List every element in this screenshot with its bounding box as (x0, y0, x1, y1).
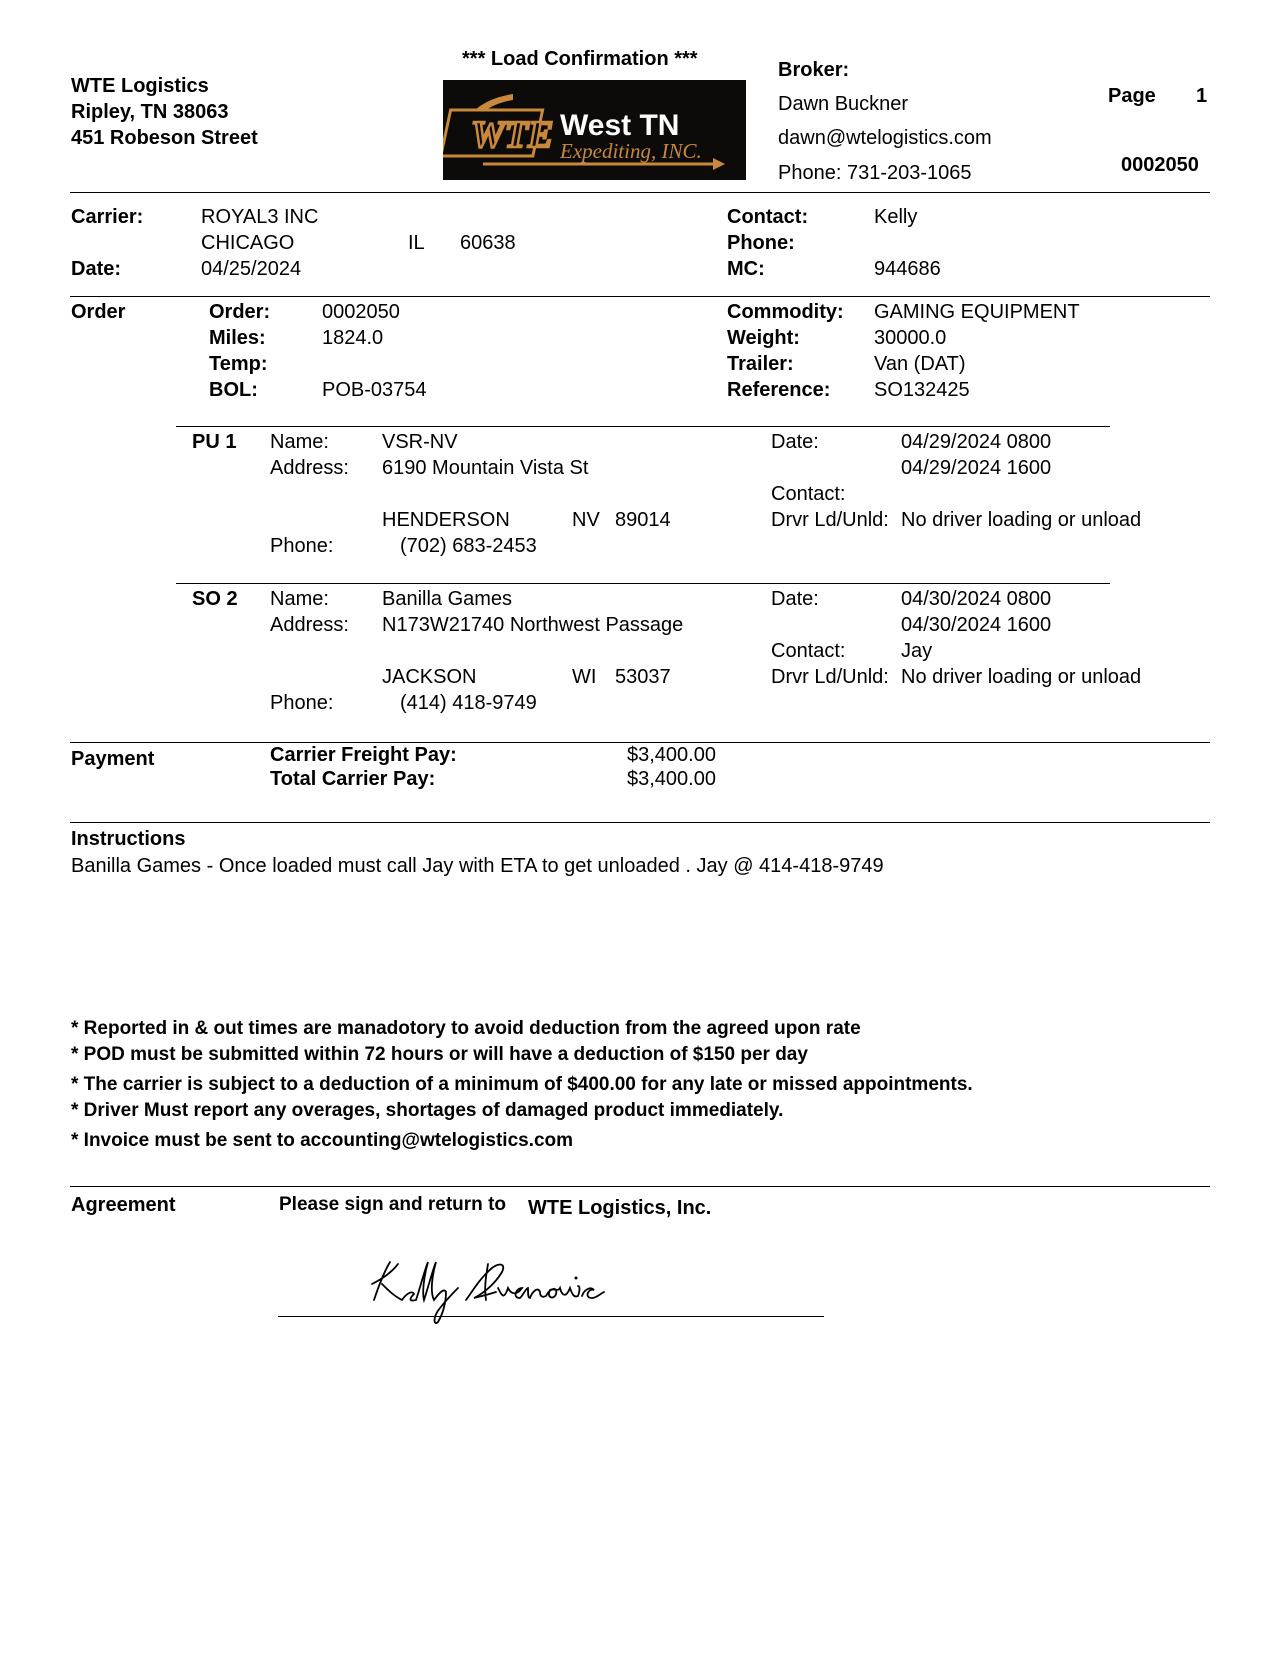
carrier-mc: 944686 (874, 258, 941, 280)
instructions-text: Banilla Games - Once loaded must call Jay with ETA to get unloaded . Jay @ 414-418-9749 (71, 855, 884, 877)
company-logo (443, 80, 746, 180)
divider (176, 426, 1110, 427)
stop-name-label: Name: (270, 431, 329, 453)
carrier-name: ROYAL3 INC (201, 206, 319, 228)
temp-label: Temp: (209, 353, 268, 375)
stop-code: SO 2 (192, 588, 238, 610)
carrier-label: Carrier: (71, 206, 144, 228)
company-street: 451 Robeson Street (71, 127, 258, 149)
bol-label: BOL: (209, 379, 258, 401)
note-item: * The carrier is subject to a deduction of a minimum of $400.00 for any late or missed appointments. (71, 1074, 973, 1095)
order-label: Order: (209, 301, 271, 323)
logo-line1: West TN (560, 109, 680, 142)
signature-line (278, 1316, 824, 1317)
company-city: Ripley, TN 38063 (71, 101, 229, 123)
stop-name-label: Name: (270, 588, 329, 610)
divider (70, 192, 1210, 193)
broker-label: Broker: (778, 59, 850, 81)
weight-label: Weight: (727, 327, 800, 349)
trailer-label: Trailer: (727, 353, 794, 375)
date-label: Date: (71, 258, 122, 280)
stop-date-start: 04/30/2024 0800 (901, 588, 1052, 610)
stop-date-end: 04/30/2024 1600 (901, 614, 1052, 636)
logo-mark: WTE (471, 114, 554, 156)
note-item: * POD must be submitted within 72 hours or will have a deduction of $150 per day (71, 1044, 808, 1065)
miles-label: Miles: (209, 327, 266, 349)
document-number: 0002050 (1121, 154, 1199, 176)
order-bol: POB-03754 (322, 379, 427, 401)
stop-name: Banilla Games (382, 588, 513, 610)
stop-state: NV (572, 509, 600, 531)
stop-driver-label: Drvr Ld/Unld: (771, 509, 889, 531)
stop-driver-info: No driver loading or unload (901, 666, 1142, 688)
carrier-state: IL (408, 232, 425, 254)
stop-phone: (702) 683-2453 (400, 535, 537, 557)
stop-date-label: Date: (771, 588, 819, 610)
commodity-label: Commodity: (727, 301, 844, 323)
stop-phone-label: Phone: (270, 692, 334, 714)
instructions-label: Instructions (71, 828, 186, 850)
document-title: *** Load Confirmation *** (462, 48, 698, 70)
stop-driver-label: Drvr Ld/Unld: (771, 666, 889, 688)
stop-city: HENDERSON (382, 509, 510, 531)
stop-date-start: 04/29/2024 0800 (901, 431, 1052, 453)
broker-email: dawn@wtelogistics.com (778, 127, 992, 149)
note-item: * Invoice must be sent to accounting@wtelogistics.com (71, 1130, 574, 1151)
stop-code: PU 1 (192, 431, 237, 453)
page-label: Page (1108, 85, 1156, 107)
divider (70, 296, 1210, 297)
signature (362, 1252, 622, 1324)
carrier-city: CHICAGO (201, 232, 295, 254)
mc-label: MC: (727, 258, 765, 280)
stop-zip: 89014 (615, 509, 671, 531)
stop-date-end: 04/29/2024 1600 (901, 457, 1052, 479)
divider (70, 822, 1210, 823)
reference-label: Reference: (727, 379, 831, 401)
stop-contact: Jay (901, 640, 933, 662)
divider (70, 742, 1210, 743)
carrier-contact: Kelly (874, 206, 918, 228)
logo-line2: Expediting, INC. (560, 139, 702, 163)
phone-label: Phone: (727, 232, 795, 254)
order-weight: 30000.0 (874, 327, 947, 349)
agreement-company: WTE Logistics, Inc. (528, 1197, 712, 1219)
stop-city: JACKSON (382, 666, 477, 688)
contact-label: Contact: (727, 206, 809, 228)
stop-contact-label: Contact: (771, 640, 846, 662)
freight-pay-label: Carrier Freight Pay: (270, 744, 457, 766)
freight-pay-amount: $3,400.00 (627, 744, 716, 766)
total-pay-label: Total Carrier Pay: (270, 768, 436, 790)
stop-name: VSR-NV (382, 431, 458, 453)
logo-graphic (443, 80, 746, 180)
order-miles: 1824.0 (322, 327, 384, 349)
payment-section-label: Payment (71, 748, 155, 770)
stop-address-label: Address: (270, 614, 349, 636)
divider (70, 1186, 1210, 1187)
divider (176, 583, 1110, 584)
agreement-label: Agreement (71, 1194, 176, 1216)
stop-driver-info: No driver loading or unload (901, 509, 1142, 531)
page-number: 1 (1196, 85, 1208, 107)
note-item: * Reported in & out times are manadotory to avoid deduction from the agreed upon rate (71, 1018, 861, 1039)
stop-zip: 53037 (615, 666, 671, 688)
stop-phone: (414) 418-9749 (400, 692, 537, 714)
total-pay-amount: $3,400.00 (627, 768, 716, 790)
stop-contact-label: Contact: (771, 483, 846, 505)
stop-date-label: Date: (771, 431, 819, 453)
order-number: 0002050 (322, 301, 400, 323)
order-commodity: GAMING EQUIPMENT (874, 301, 1080, 323)
stop-address: 6190 Mountain Vista St (382, 457, 589, 479)
agreement-text: Please sign and return to (279, 1194, 506, 1215)
order-trailer: Van (DAT) (874, 353, 966, 375)
note-item: * Driver Must report any overages, shortages of damaged product immediately. (71, 1100, 784, 1121)
carrier-date: 04/25/2024 (201, 258, 302, 280)
carrier-zip: 60638 (460, 232, 516, 254)
order-section-label: Order (71, 301, 126, 323)
stop-address-label: Address: (270, 457, 349, 479)
order-reference: SO132425 (874, 379, 970, 401)
company-name: WTE Logistics (71, 75, 209, 97)
stop-address: N173W21740 Northwest Passage (382, 614, 684, 636)
broker-name: Dawn Buckner (778, 93, 909, 115)
stop-state: WI (572, 666, 597, 688)
stop-phone-label: Phone: (270, 535, 334, 557)
broker-phone: Phone: 731-203-1065 (778, 162, 972, 184)
